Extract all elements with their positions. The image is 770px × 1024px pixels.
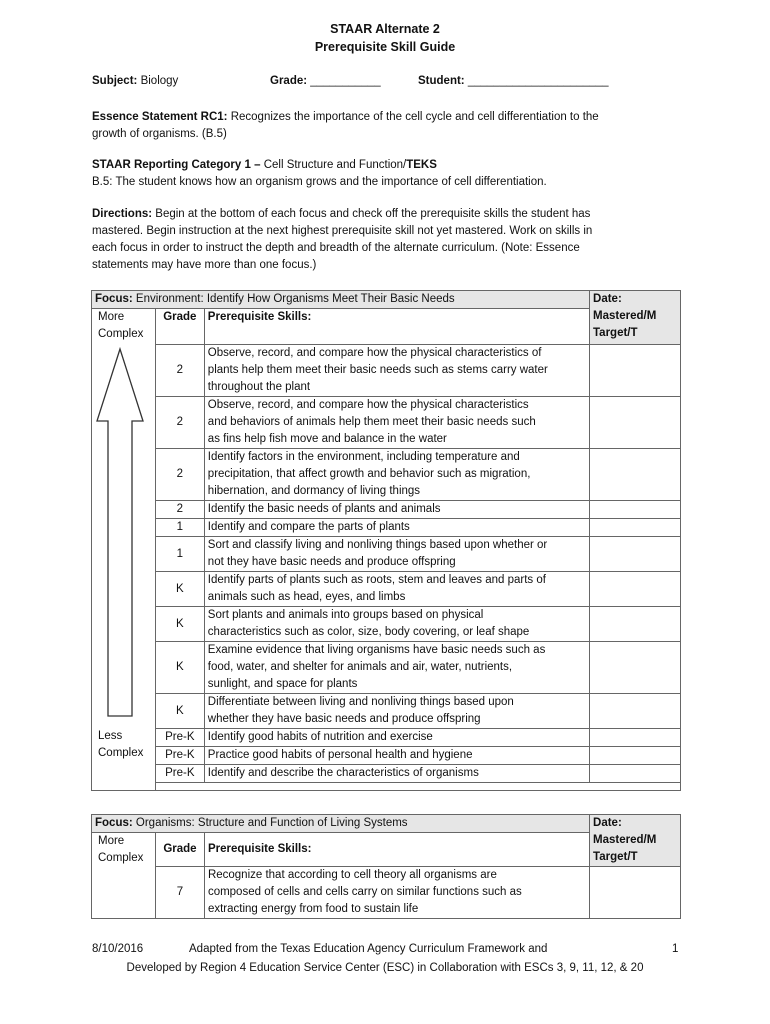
- date-header: [590, 815, 681, 867]
- skill-cell: [204, 537, 589, 572]
- focus-text: Environment: Identify How Organisms Meet Their Basic Needs: [135, 293, 455, 305]
- skill-line: Identify the basic needs of plants and animals: [207, 503, 441, 515]
- grade-cell: 2: [155, 345, 204, 397]
- directions-label: Directions:: [92, 208, 153, 220]
- grade-cell: 1: [155, 537, 204, 572]
- date-cell[interactable]: [590, 501, 681, 519]
- skill-line: not they have basic needs and produce offspring: [207, 556, 456, 568]
- essence-text-2: growth of organisms. (B.5): [92, 128, 227, 140]
- skill-line: whether they have basic needs and produce offspring: [207, 713, 481, 725]
- skill-line: Examine evidence that living organisms have basic needs such as: [207, 644, 546, 656]
- table-row: [92, 397, 681, 449]
- grade-cell: Pre-K: [155, 729, 204, 747]
- skill-line: Differentiate between living and nonliving things based upon: [207, 696, 514, 708]
- table-row: [92, 537, 681, 572]
- skill-line: characteristics such as color, size, body covering, or leaf shape: [207, 626, 530, 638]
- date-cell[interactable]: [590, 345, 681, 397]
- table-row: [92, 449, 681, 501]
- table-row: [92, 572, 681, 607]
- skill-cell: [204, 572, 589, 607]
- date-cell[interactable]: [590, 449, 681, 501]
- date-cell[interactable]: [590, 747, 681, 765]
- date-label: Date:: [593, 293, 622, 305]
- doc-title: STAAR Alternate 2: [330, 22, 440, 36]
- essence-statement: [92, 109, 682, 143]
- grade-cell: Pre-K: [155, 765, 204, 783]
- table-row: [92, 345, 681, 397]
- skills-header: Prerequisite Skills:: [204, 833, 589, 867]
- skill-line: Identify good habits of nutrition and exercise: [207, 731, 433, 743]
- skill-line: extracting energy from food to sustain life: [207, 903, 419, 915]
- table-row: [92, 867, 681, 919]
- grade-cell: 1: [155, 519, 204, 537]
- grade-cell: 2: [155, 397, 204, 449]
- directions-line-4: statements may have more than one focus.): [92, 259, 317, 271]
- footer-page-number: 1: [672, 943, 679, 955]
- less-complex-label: Complex: [98, 747, 144, 759]
- skill-line: Recognize that according to cell theory all organisms are: [207, 869, 497, 881]
- skill-line: sunlight, and space for plants: [207, 678, 358, 690]
- skills-header: Prerequisite Skills:: [204, 309, 589, 345]
- mastered-label: Mastered/M: [593, 310, 657, 322]
- skill-cell: [204, 449, 589, 501]
- focus-row: [92, 815, 681, 833]
- skills-table-organisms: [91, 814, 681, 919]
- skill-cell: [204, 747, 589, 765]
- table-row: [92, 747, 681, 765]
- focus-label: Focus:: [95, 817, 133, 829]
- grade-header: Grade: [155, 833, 204, 867]
- skill-cell: [204, 642, 589, 694]
- footer-date: 8/10/2016: [92, 943, 144, 955]
- grade-cell: 2: [155, 501, 204, 519]
- grade-cell: K: [155, 694, 204, 729]
- skill-line: precipitation, that affect growth and behavior such as migration,: [207, 468, 531, 480]
- skill-line: throughout the plant: [207, 381, 311, 393]
- directions-line-2: mastered. Begin instruction at the next highest prerequisite skill not yet mastered. Work on skills in: [92, 225, 593, 237]
- spacer-cell: [155, 783, 680, 791]
- footer-line-2: Developed by Region 4 Education Service Center (ESC) in Collaboration with ESCs 3, 9, 11, 12, & 20: [126, 962, 644, 974]
- skill-cell: [204, 867, 589, 919]
- grade-cell: 2: [155, 449, 204, 501]
- more-label: More: [98, 835, 125, 847]
- date-cell[interactable]: [590, 397, 681, 449]
- grade-cell: 7: [155, 867, 204, 919]
- skill-line: plants help them meet their basic needs such as stems carry water: [207, 364, 548, 376]
- skill-cell: [204, 607, 589, 642]
- complexity-column: [92, 309, 156, 791]
- focus-cell: [92, 815, 590, 833]
- more-complex-label: Complex: [98, 852, 144, 864]
- skill-line: Sort and classify living and nonliving things based upon whether or: [207, 539, 548, 551]
- subject-label: Subject:: [92, 75, 138, 87]
- table-row: [92, 765, 681, 783]
- focus-row: [92, 291, 681, 309]
- category-label: STAAR Reporting Category 1 –: [92, 159, 261, 171]
- more-label: More: [98, 311, 125, 323]
- date-cell[interactable]: [590, 519, 681, 537]
- date-cell[interactable]: [590, 729, 681, 747]
- focus-cell: [92, 291, 590, 309]
- target-label: Target/T: [593, 851, 638, 863]
- student-label: Student:: [418, 75, 465, 87]
- subject-value: Biology: [140, 75, 179, 87]
- date-cell[interactable]: [590, 537, 681, 572]
- skill-cell: [204, 694, 589, 729]
- focus-label: Focus:: [95, 293, 133, 305]
- skill-line: Identify and describe the characteristics of organisms: [207, 767, 479, 779]
- reporting-category: [92, 157, 682, 191]
- skill-cell: [204, 345, 589, 397]
- less-label: Less: [98, 730, 123, 742]
- skill-cell: [204, 397, 589, 449]
- directions-line-1: Begin at the bottom of each focus and check off the prerequisite skills the student has: [155, 208, 591, 220]
- table-row: [92, 729, 681, 747]
- complexity-column: [92, 833, 156, 919]
- skill-line: Identify and compare the parts of plants: [207, 521, 410, 533]
- skill-line: Identify parts of plants such as roots, stem and leaves and parts of: [207, 574, 546, 586]
- mastered-label: Mastered/M: [593, 834, 657, 846]
- doc-subtitle: Prerequisite Skill Guide: [314, 40, 456, 54]
- skill-line: Observe, record, and compare how the physical characteristics: [207, 399, 529, 411]
- category-line-2: B.5: The student knows how an organism grows and the importance of cell differentiation.: [92, 176, 547, 188]
- skill-cell: [204, 519, 589, 537]
- skill-cell: [204, 729, 589, 747]
- grade-line: [270, 75, 381, 87]
- table-spacer-row: [92, 783, 681, 791]
- date-cell[interactable]: [590, 607, 681, 642]
- essence-text: Recognizes the importance of the cell cycle and cell differentiation to the: [230, 111, 599, 123]
- teks-label: TEKS: [406, 159, 437, 171]
- subject-line: [92, 75, 178, 87]
- date-cell[interactable]: [590, 694, 681, 729]
- grade-header: Grade: [155, 309, 204, 345]
- table-row: [92, 519, 681, 537]
- skill-line: food, water, and shelter for animals and air, water, nutrients,: [207, 661, 513, 673]
- grade-cell: K: [155, 642, 204, 694]
- table-row: [92, 501, 681, 519]
- target-label: Target/T: [593, 327, 638, 339]
- table-row: [92, 607, 681, 642]
- grade-blank: ___________: [310, 75, 381, 87]
- date-cell[interactable]: [590, 642, 681, 694]
- grade-cell: K: [155, 572, 204, 607]
- skill-line: composed of cells and cells carry on similar functions such as: [207, 886, 522, 898]
- footer-line-1: Adapted from the Texas Education Agency Curriculum Framework and: [189, 943, 548, 955]
- up-arrow-icon: [92, 309, 156, 781]
- essence-label: Essence Statement RC1:: [92, 111, 228, 123]
- skill-line: hibernation, and dormancy of living things: [207, 485, 421, 497]
- directions-line-3: each focus in order to instruct the depth and breadth of the alternate curriculum. (Note: Essence: [92, 242, 580, 254]
- skill-line: animals such as head, eyes, and limbs: [207, 591, 406, 603]
- table-row: [92, 642, 681, 694]
- grade-cell: K: [155, 607, 204, 642]
- skill-line: Identify factors in the environment, including temperature and: [207, 451, 520, 463]
- date-cell[interactable]: [590, 765, 681, 783]
- skills-table-environment: [91, 290, 681, 791]
- skill-cell: [204, 501, 589, 519]
- table-row: [92, 694, 681, 729]
- focus-text: Organisms: Structure and Function of Living Systems: [135, 817, 408, 829]
- skill-line: and behaviors of animals help them meet their basic needs such: [207, 416, 536, 428]
- skill-line: Practice good habits of personal health and hygiene: [207, 749, 473, 761]
- date-header: [590, 291, 681, 345]
- skill-line: Observe, record, and compare how the physical characteristics of: [207, 347, 542, 359]
- more-complex-label: Complex: [98, 328, 144, 340]
- directions: [92, 206, 682, 274]
- skill-line: as fins help fish move and balance in the water: [207, 433, 447, 445]
- grade-label: Grade:: [270, 75, 308, 87]
- skill-cell: [204, 765, 589, 783]
- date-cell[interactable]: [590, 572, 681, 607]
- student-blank: ______________________: [467, 75, 609, 87]
- date-cell[interactable]: [590, 867, 681, 919]
- grade-cell: Pre-K: [155, 747, 204, 765]
- student-line: [418, 75, 609, 87]
- date-label: Date:: [593, 817, 622, 829]
- skill-line: Sort plants and animals into groups based on physical: [207, 609, 484, 621]
- category-text: Cell Structure and Function/: [263, 159, 407, 171]
